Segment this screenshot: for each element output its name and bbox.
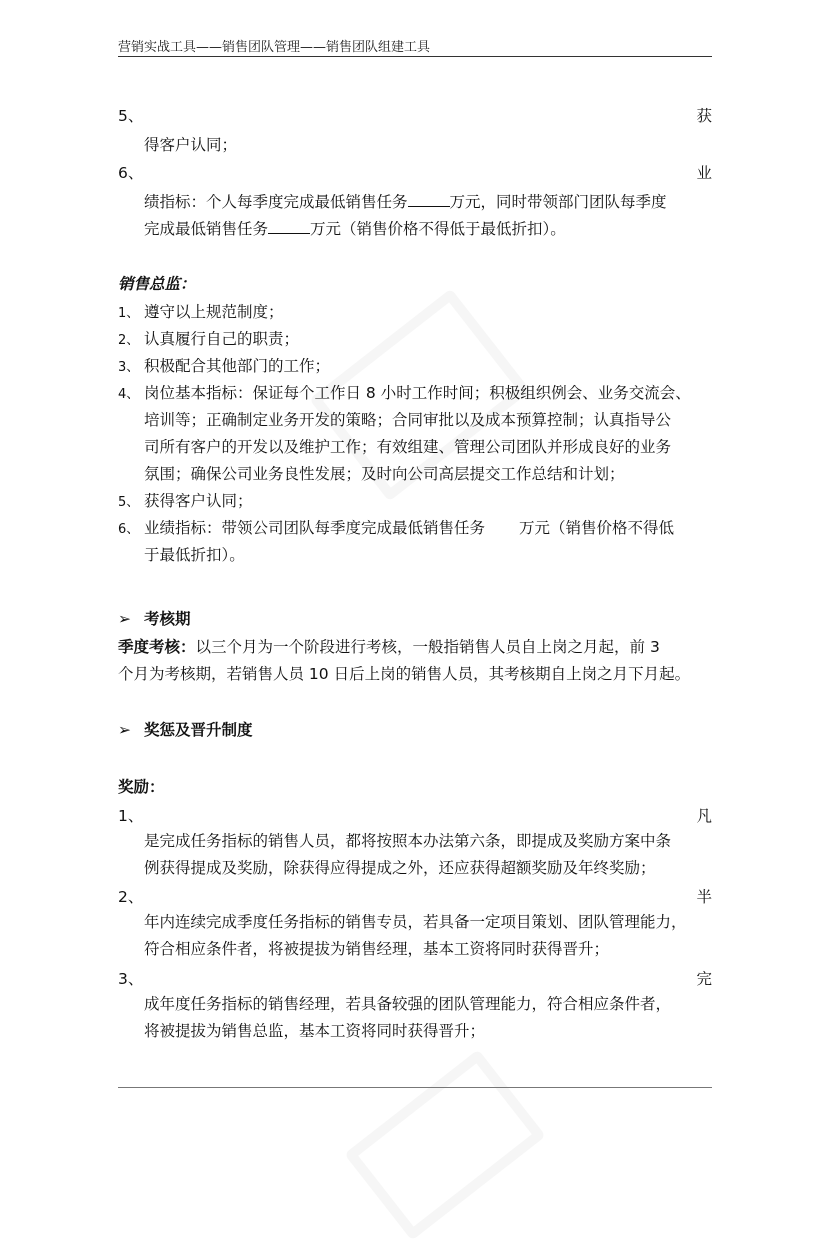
item-text: 得客户认同； bbox=[144, 136, 238, 154]
list-item bbox=[118, 302, 284, 324]
item-text: 氛围；确保公司业务良性发展；及时向公司高层提交工作总结和计划； bbox=[144, 465, 625, 483]
text-span: 绩指标：个人每季度完成最低销售任务 bbox=[144, 193, 408, 211]
item-text: 于最低折扣）。 bbox=[144, 546, 245, 564]
item-number: 5、 bbox=[118, 495, 140, 510]
bullet-arrow-icon: ➢ bbox=[118, 610, 131, 628]
item-text: 培训等；正确制定业务开发的策略；合同审批以及成本预算控制；认真指导公 bbox=[144, 411, 672, 429]
item-text: 凡 bbox=[696, 807, 712, 825]
item-text: 获 bbox=[696, 107, 712, 125]
item-text: 年内连续完成季度任务指标的销售专员，若具备一定项目策划、团队管理能力， bbox=[144, 913, 687, 931]
item-number: 3、 bbox=[118, 970, 144, 988]
heading-text: 奖惩及晋升制度 bbox=[144, 721, 253, 739]
item-number: 1、 bbox=[118, 306, 140, 321]
list-item bbox=[118, 356, 331, 378]
footer-divider bbox=[118, 1087, 712, 1088]
item-text: 司所有客户的开发以及维护工作；有效组建、管理公司团队并形成良好的业务 bbox=[144, 438, 672, 456]
text-span: 以三个月为一个阶段进行考核，一般指销售人员自上岗之月起，前 3 bbox=[195, 638, 660, 656]
item-number: 4、 bbox=[118, 387, 140, 402]
item-text: 是完成任务指标的销售人员，都将按照本办法第六条，即提成及奖励方案中条 bbox=[144, 832, 672, 850]
item-number: 3、 bbox=[118, 360, 140, 375]
paragraph-line bbox=[118, 637, 660, 657]
text-span: 万元（销售价格不得低 bbox=[519, 519, 675, 537]
item-number: 2、 bbox=[118, 333, 140, 348]
item-number: 6、 bbox=[118, 164, 144, 182]
section-heading bbox=[118, 609, 191, 629]
item-text bbox=[144, 192, 667, 212]
text-span: 万元，同时带领部门团队每季度 bbox=[449, 193, 667, 211]
heading-text: 考核期 bbox=[144, 610, 191, 628]
item-number: 1、 bbox=[118, 807, 144, 825]
item-number: 6、 bbox=[118, 522, 140, 537]
watermark bbox=[344, 1049, 546, 1240]
item-text: 获得客户认同； bbox=[144, 492, 253, 510]
item-text: 半 bbox=[696, 888, 712, 906]
paragraph-line: 个月为考核期，若销售人员 10 日后上岗的销售人员，其考核期自上岗之月下月起。 bbox=[118, 665, 691, 683]
section-heading: 销售总监： bbox=[118, 275, 196, 293]
blank-underline bbox=[268, 219, 310, 234]
item-text: 遵守以上规范制度； bbox=[144, 303, 284, 321]
item-text: 例获得提成及奖励，除获得应得提成之外，还应获得超额奖励及年终奖励； bbox=[144, 859, 656, 877]
list-item bbox=[118, 329, 300, 351]
header-divider bbox=[118, 56, 712, 57]
item-text: 符合相应条件者，将被提拔为销售经理，基本工资将同时获得晋升； bbox=[144, 940, 610, 958]
list-item bbox=[118, 491, 253, 513]
list-item bbox=[118, 518, 675, 540]
item-text: 认真履行自己的职责； bbox=[144, 330, 300, 348]
item-number: 2、 bbox=[118, 888, 144, 906]
item-text: 成年度任务指标的销售经理，若具备较强的团队管理能力，符合相应条件者， bbox=[144, 995, 672, 1013]
text-span: 完成最低销售任务 bbox=[144, 220, 269, 238]
text-span: 万元（销售价格不得低于最低折扣）。 bbox=[310, 220, 566, 238]
item-text: 岗位基本指标：保证每个工作日 8 小时工作时间；积极组织例会、业务交流会、 bbox=[144, 384, 691, 402]
paragraph-label: 季度考核： bbox=[118, 638, 196, 656]
item-text bbox=[144, 518, 674, 538]
item-text: 业 bbox=[696, 164, 712, 182]
item-number: 5、 bbox=[118, 107, 144, 125]
text-span: 业绩指标：带领公司团队每季度完成最低销售任务 bbox=[144, 519, 486, 537]
bullet-arrow-icon: ➢ bbox=[118, 721, 131, 739]
list-item bbox=[118, 383, 691, 405]
subsection-heading: 奖励： bbox=[118, 778, 165, 796]
item-text: 将被提拔为销售总监，基本工资将同时获得晋升； bbox=[144, 1022, 486, 1040]
blank-underline bbox=[408, 192, 450, 207]
item-text bbox=[144, 219, 566, 239]
section-heading bbox=[118, 720, 253, 740]
item-text: 完 bbox=[696, 970, 712, 988]
page-header: 营销实战工具——销售团队管理——销售团队组建工具 bbox=[118, 40, 431, 55]
item-text: 积极配合其他部门的工作； bbox=[144, 357, 331, 375]
